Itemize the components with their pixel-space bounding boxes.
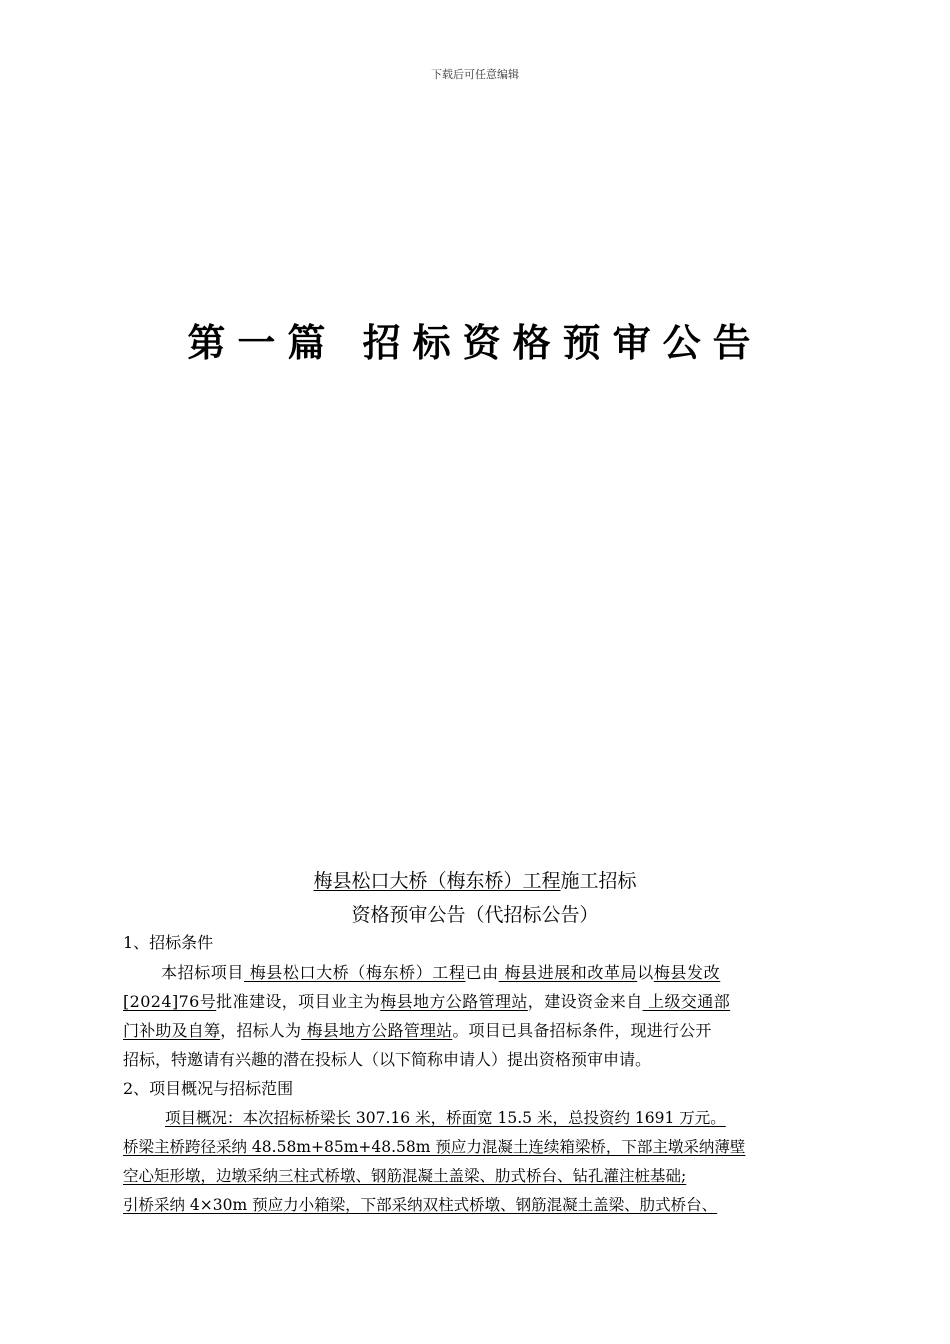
- section1-heading: 1、招标条件: [123, 933, 214, 952]
- section2-heading: 2、项目概况与招标范围: [123, 1079, 294, 1098]
- section1-para-line-4: 招标，特邀请有兴趣的潜在投标人（以下简称申请人）提出资格预审申请。: [123, 1050, 652, 1069]
- project-name: 梅县松口大桥（梅东桥）工程: [313, 870, 561, 892]
- page-header: 下载后可任意编辑: [431, 68, 519, 81]
- part-title: 第一篇 招标资格预审公告: [187, 320, 763, 365]
- section2-line-2: 桥梁主桥跨径采纳 48.58m+85m+48.58m 预应力混凝土连续箱梁桥，下部主墩采纳薄壁: [123, 1138, 746, 1156]
- section1-para-line-2: [2024]76号批准建设，项目业主为梅县地方公路管理站，建设资金来自 上级交通部: [123, 992, 731, 1011]
- section1-para-line-3: 门补助及自筹，招标人为 梅县地方公路管理站。项目已具备招标条件，现进行公开: [123, 1021, 712, 1040]
- section2-line-3: 空心矩形墩，边墩采纳三柱式桥墩、钢筋混凝土盖梁、肋式桥台、钻孔灌注桩基础;: [123, 1167, 687, 1185]
- section2-line-4: 引桥采纳 4×30m 预应力小箱梁，下部采纳双柱式桥墩、钢筋混凝土盖梁、肋式桥台、: [123, 1196, 718, 1214]
- notice-title-line-2: 资格预审公告（代招标公告）: [351, 904, 599, 926]
- section2-line-1: 项目概况：本次招标桥梁长 307.16 米，桥面宽 15.5 米，总投资约 1691 万元。: [165, 1109, 726, 1127]
- title-suffix: 施工招标: [560, 870, 637, 892]
- notice-title-line-1: [0, 866, 950, 893]
- section1-para-line-1: 本招标项目 梅县松口大桥（梅东桥）工程已由 梅县进展和改革局以梅县发改: [161, 963, 721, 982]
